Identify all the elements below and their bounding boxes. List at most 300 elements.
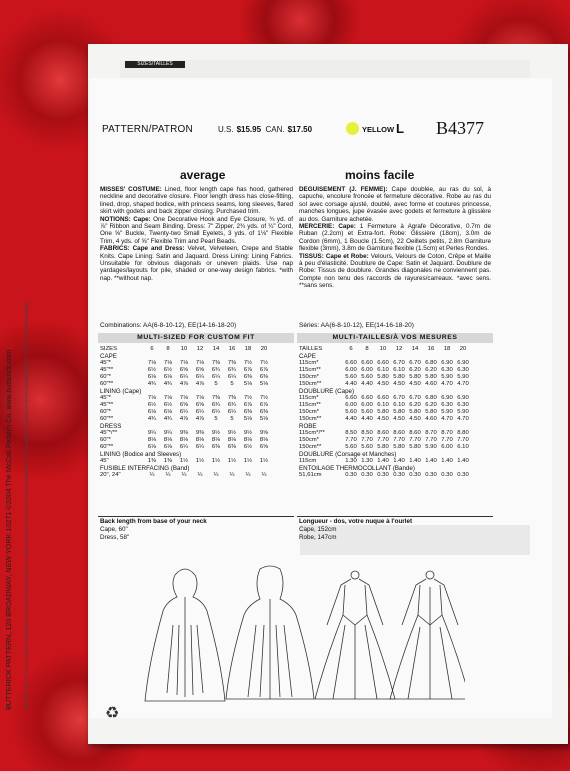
- fr-cell: 0.30: [441, 472, 453, 478]
- en-cell: 7⅜: [211, 395, 221, 401]
- copyright-sidebar: [24, 150, 36, 710]
- fr-cell: 6.20: [409, 402, 421, 408]
- fr-cell: 4.50: [393, 381, 405, 387]
- en-cell: 4⅞: [179, 381, 189, 387]
- fr-cell: 5.80: [393, 444, 405, 450]
- en-cell: 9⅝: [259, 430, 269, 436]
- fr-row-label: 150cm**: [299, 444, 322, 450]
- en-cell: 1½: [227, 458, 237, 464]
- en-row-label: 60"**: [100, 381, 114, 387]
- english-level: average: [180, 168, 226, 182]
- fr-row-label: ENTOILAGE THERMOCOLLANT (Bande): [299, 465, 415, 472]
- en-fabrics-bold: FABRICS: Cape and Dress:: [100, 245, 185, 253]
- fr-row-label: CAPE: [299, 353, 316, 360]
- en-table-row: [100, 430, 272, 437]
- en-cell: 6¼: [179, 444, 189, 450]
- en-cell: 6½: [243, 444, 253, 450]
- fr-cell: 6.90: [441, 395, 453, 401]
- fr-cell: 6.80: [425, 395, 437, 401]
- fr-cell: 8.60: [377, 430, 389, 436]
- fr-cell: 4.50: [377, 381, 389, 387]
- en-intro: Lined, floor length cape has hood, gathered neckline and decorative closure. Floor length dress has close-fitting, lined, drop, shaped bodice, with princess seams, long sleeves, flared skirt with godets and back zipper closing. Purchased trim.: [100, 186, 293, 216]
- en-cell: 6¼: [195, 374, 205, 380]
- yellow-size-dot-icon: [346, 122, 359, 135]
- en-section-row: [100, 451, 272, 458]
- en-cell: 1½: [179, 458, 189, 464]
- en-size-16: 16: [228, 346, 236, 352]
- en-row-label: 45"**: [100, 367, 114, 373]
- en-cell: 7⅜: [227, 395, 237, 401]
- fr-cell: 0.30: [361, 472, 373, 478]
- price-can: $17.50: [287, 125, 313, 134]
- size-color: YELLOW: [362, 125, 395, 134]
- dress-back-drawing: [390, 571, 465, 699]
- fr-row-label: DOUBLURE (Cape): [299, 388, 355, 395]
- french-level: moins facile: [345, 168, 415, 182]
- en-size-12: 12: [196, 346, 204, 352]
- en-cell: 7⅛: [147, 360, 157, 366]
- fr-cell: 6.30: [441, 367, 453, 373]
- en-cell: 5: [214, 381, 218, 387]
- en-cell: 5: [214, 416, 218, 422]
- fr-cell: 6.00: [345, 402, 357, 408]
- en-size-8: 8: [166, 346, 170, 352]
- en-cell: 8⅛: [227, 437, 237, 443]
- fr-table-row: [299, 402, 471, 409]
- fr-cell: 1.40: [425, 458, 437, 464]
- en-cell: 6⅛: [163, 444, 173, 450]
- en-cell: 5⅛: [259, 416, 269, 422]
- en-cell: 8⅛: [163, 437, 173, 443]
- pattern-number: B4377: [436, 118, 485, 138]
- en-cell: 6⅝: [259, 444, 269, 450]
- fr-cell: 6.90: [457, 360, 469, 366]
- fr-cell: 7.70: [377, 437, 389, 443]
- publisher-sidebar: [4, 150, 22, 710]
- fr-cell: 0.30: [393, 472, 405, 478]
- fr-table-row: [299, 395, 471, 402]
- fr-table-row: [299, 444, 471, 451]
- en-cell: 9¼: [147, 430, 157, 436]
- en-cell: 6⅛: [163, 374, 173, 380]
- en-row-label: 45"*: [100, 395, 111, 401]
- fr-cell: 1.40: [377, 458, 389, 464]
- fr-size-8: 8: [365, 346, 369, 352]
- english-divider: [98, 516, 294, 517]
- dress-front-drawing: [315, 571, 395, 699]
- en-cell: 9½: [243, 430, 253, 436]
- fr-size-6: 6: [349, 346, 353, 352]
- fr-back-length-cape: Cape, 152cm: [299, 526, 337, 533]
- french-divider: [297, 516, 493, 517]
- fr-cell: 7.70: [393, 437, 405, 443]
- fr-row-label: DOUBLURE (Corsage et Manches): [299, 451, 397, 458]
- en-cell: 6¾: [211, 402, 221, 408]
- en-cell: 6¾: [227, 402, 237, 408]
- cape-back-drawing: [226, 566, 314, 699]
- fr-intro: Cape doublée, au ras du sol, à capuche, encolure froncée et fermeture décorative. Robe au ras du sol avec corsage ajusté, doublé, avec forme et coutures princesse, manches longues, jupe évasée avec godets et fermeture à glissière au dos. Garniture achetée.: [299, 186, 491, 223]
- en-cell: 7⅛: [195, 360, 205, 366]
- fr-cell: 4.40: [345, 381, 357, 387]
- en-cell: ¼: [229, 472, 235, 478]
- en-cell: 7½: [259, 395, 269, 401]
- en-cell: 6¼: [179, 409, 189, 415]
- fr-cell: 6.60: [361, 395, 373, 401]
- en-cell: 7⅛: [163, 360, 173, 366]
- fr-cell: 6.10: [457, 444, 469, 450]
- size-letter: L: [396, 121, 404, 136]
- fr-row-label: 115cm*: [299, 395, 319, 401]
- en-cell: ¼: [245, 472, 251, 478]
- fr-cell: 4.50: [409, 381, 421, 387]
- en-cell: 6⅜: [227, 444, 237, 450]
- en-sizes-label: SIZES: [100, 346, 118, 352]
- fr-section-row: [299, 423, 471, 430]
- fr-cell: 4.60: [425, 416, 437, 422]
- en-row-label: 45": [100, 458, 109, 464]
- fr-table-row: [299, 458, 471, 465]
- fr-row-label: 115cm*: [299, 360, 319, 366]
- fr-cell: 0.30: [345, 472, 357, 478]
- en-back-length-dress: Dress, 58": [100, 534, 130, 541]
- fr-cell: 5.80: [409, 444, 421, 450]
- en-section-row: [100, 423, 272, 430]
- en-cell: 5⅛: [243, 416, 253, 422]
- fr-cell: 8.70: [425, 430, 437, 436]
- en-cell: 8⅛: [195, 437, 205, 443]
- fr-cell: 4.50: [393, 416, 405, 422]
- fr-cell: 6.20: [409, 367, 421, 373]
- en-table-row: [100, 381, 272, 388]
- fr-section-row: [299, 353, 471, 360]
- en-back-length-title: Back length from base of your neck: [100, 518, 207, 525]
- fr-cell: 6.20: [425, 402, 437, 408]
- en-cell: 5⅛: [243, 381, 253, 387]
- fr-cell: 5.90: [425, 444, 437, 450]
- en-section-row: [100, 353, 272, 360]
- en-row-label: 45"*: [100, 360, 111, 366]
- en-cell: 6½: [147, 402, 157, 408]
- en-cell: 9¼: [163, 430, 173, 436]
- fr-cell: 7.70: [361, 437, 373, 443]
- en-cell: 6¼: [195, 409, 205, 415]
- en-cell: 6⅝: [179, 402, 189, 408]
- fr-cell: 5.80: [393, 374, 405, 380]
- fr-cell: 5.80: [409, 409, 421, 415]
- en-row-label: 60"*: [100, 374, 111, 380]
- french-back-length: [299, 518, 412, 542]
- fr-cell: 6.00: [361, 402, 373, 408]
- en-cell: 6¼: [211, 409, 221, 415]
- fr-cell: 6.30: [457, 367, 469, 373]
- en-cell: ¼: [165, 472, 171, 478]
- en-cell: 6⅝: [179, 367, 189, 373]
- en-cell: 8⅛: [179, 437, 189, 443]
- en-cell: ¼: [213, 472, 219, 478]
- fr-cell: 6.60: [361, 360, 373, 366]
- fr-row-label: 115cm: [299, 458, 317, 464]
- en-row-label: 45"*/**: [100, 430, 118, 436]
- en-cell: 1⅜: [147, 458, 157, 464]
- cape-front-drawing: [145, 569, 225, 701]
- en-table-row: [100, 437, 272, 444]
- en-table-row: [100, 395, 272, 402]
- en-cell: 7½: [243, 360, 253, 366]
- en-cell: 8⅛: [243, 437, 253, 443]
- english-yardage-table: [100, 346, 272, 479]
- fr-cell: 6.30: [441, 402, 453, 408]
- fr-cell: 5.80: [409, 374, 421, 380]
- fr-cell: 1.30: [361, 458, 373, 464]
- en-cell: 6¼: [211, 374, 221, 380]
- en-row-label: 60"*: [100, 437, 111, 443]
- en-table-row: [100, 409, 272, 416]
- en-cell: 7½: [243, 395, 253, 401]
- en-cell: 7⅜: [227, 360, 237, 366]
- fr-cell: 1.30: [345, 458, 357, 464]
- en-cell: 7⅜: [211, 360, 221, 366]
- fr-row-label: 150cm*: [299, 374, 319, 380]
- en-cell: 6⅞: [243, 367, 253, 373]
- en-row-label: FUSIBLE INTERFACING (Band): [100, 465, 190, 472]
- fr-cell: 5.60: [361, 444, 373, 450]
- copyright-text: PRINTED IN U.S.A. ALL RIGHTS RESERVED. SOLD FOR INDIVIDUAL HOME USE ONLY AND NOT FOR COMMERCIAL OR MANUFACTURING PURPOSES/RESERVE A UN USAGE PERSONNEL: [24, 300, 29, 710]
- fr-cell: 6.10: [393, 402, 405, 408]
- french-combinations: Séries: AA(6-8-10-12), EE(14-16-18-20): [299, 322, 414, 329]
- price-us-label: U.S.: [218, 125, 234, 134]
- en-cell: 7⅛: [147, 395, 157, 401]
- publisher-text: BUTTERICK PATTERN, 120 BROADWAY, NEW YORK 10271 ©2004 The McCall Pattern Co. www.butterick.com: [4, 349, 13, 710]
- en-cell: 1½: [211, 458, 221, 464]
- en-table-row: [100, 444, 272, 451]
- fr-table-row: [299, 367, 471, 374]
- en-table-row: [100, 402, 272, 409]
- fr-cell: 5.60: [345, 374, 357, 380]
- fr-fabrics-bold: TISSUS: Cape et Robe:: [299, 252, 369, 260]
- fr-cell: 6.60: [345, 360, 357, 366]
- fr-back-length-dress: Robe, 147cm: [299, 534, 337, 541]
- fr-table-row: [299, 381, 471, 388]
- fr-cell: 4.70: [457, 381, 469, 387]
- en-cell: 6½: [163, 402, 173, 408]
- recycle-icon: ♻: [105, 705, 120, 722]
- en-table-row: [100, 367, 272, 374]
- en-cell: 5: [230, 381, 234, 387]
- en-cell: 6¼: [227, 409, 237, 415]
- fr-cell: 5.80: [377, 409, 389, 415]
- en-row-label: LINING (Bodice and Sleeves): [100, 451, 182, 458]
- en-cell: 4⅞: [195, 381, 205, 387]
- en-row-label: CAPE: [100, 353, 117, 360]
- fr-cell: 5.60: [361, 374, 373, 380]
- english-combinations: Combinations: AA(6-8-10-12), EE(14-16-18-20): [100, 322, 237, 329]
- fr-row-label: 115cm**: [299, 402, 321, 408]
- english-table-title: MULTI-SIZED FOR CUSTOM FIT: [98, 333, 294, 343]
- fr-row-label: ROBE: [299, 423, 317, 430]
- en-table-row: [100, 374, 272, 381]
- fr-cell: 4.50: [377, 416, 389, 422]
- fr-cell: 4.50: [409, 416, 421, 422]
- en-cell: 6⅛: [163, 409, 173, 415]
- en-cell: 6¼: [195, 444, 205, 450]
- en-notions-bold: NOTIONS: Cape:: [100, 215, 151, 223]
- en-row-label: DRESS: [100, 423, 122, 430]
- en-cell: 9½: [227, 430, 237, 436]
- fr-table-row: [299, 416, 471, 423]
- fr-row-label: 150cm*: [299, 437, 319, 443]
- fr-cell: 6.60: [377, 395, 389, 401]
- en-cell: ¼: [197, 472, 203, 478]
- fr-cell: 0.30: [457, 472, 469, 478]
- fr-cell: 7.70: [425, 437, 437, 443]
- fr-cell: 8.60: [409, 430, 421, 436]
- fr-cell: 5.80: [425, 374, 437, 380]
- en-cell: 6½: [163, 367, 173, 373]
- fr-cell: 1.40: [441, 458, 453, 464]
- price-can-label: CAN.: [265, 125, 285, 134]
- fr-cell: 6.00: [441, 444, 453, 450]
- en-cell: 4⅞: [195, 416, 205, 422]
- en-cell: 4¾: [147, 381, 157, 387]
- en-table-row: [100, 458, 272, 465]
- en-row-label: 60"*: [100, 409, 111, 415]
- fr-cell: 5.90: [457, 374, 469, 380]
- fr-notions-bold: MERCERIE: Cape:: [299, 223, 356, 231]
- english-description: [100, 186, 293, 282]
- fr-row-label: 115cm*/**: [299, 430, 325, 436]
- en-size-6: 6: [150, 346, 154, 352]
- fr-cell: 4.70: [441, 416, 453, 422]
- en-cell: 6⅞: [243, 402, 253, 408]
- fr-cell: 5.80: [425, 409, 437, 415]
- fr-size-16: 16: [427, 346, 435, 352]
- fr-row-label: 150cm*: [299, 409, 319, 415]
- french-yardage-table: [299, 346, 471, 479]
- en-cell: 1½: [259, 458, 269, 464]
- en-cell: 4¾: [163, 416, 173, 422]
- fr-cell: 5.90: [441, 409, 453, 415]
- en-cell: 4¾: [163, 381, 173, 387]
- en-row-label: LINING (Cape): [100, 388, 142, 395]
- en-cell: ¼: [149, 472, 155, 478]
- fr-table-row: [299, 409, 471, 416]
- en-cell: 6⅜: [211, 444, 221, 450]
- en-cell: 7⅛: [195, 395, 205, 401]
- en-cell: 6⅛: [147, 444, 157, 450]
- envelope-header: [100, 120, 540, 150]
- fr-section-row: [299, 451, 471, 458]
- fr-cell: 4.70: [457, 416, 469, 422]
- en-cell: 7⅛: [179, 395, 189, 401]
- fr-cell: 6.90: [441, 360, 453, 366]
- fr-cell: 6.70: [409, 360, 421, 366]
- en-cell: 6⅞: [259, 402, 269, 408]
- en-cell: 4⅞: [179, 416, 189, 422]
- fr-cell: 4.40: [361, 381, 373, 387]
- fr-cell: 8.70: [441, 430, 453, 436]
- en-cell: 6¼: [227, 374, 237, 380]
- fr-cell: 8.80: [457, 430, 469, 436]
- fr-cell: 6.10: [377, 367, 389, 373]
- fr-cell: 4.40: [345, 416, 357, 422]
- fr-table-row: [299, 472, 471, 479]
- fr-cell: 6.60: [377, 360, 389, 366]
- fr-cell: 1.40: [457, 458, 469, 464]
- fr-cell: 6.30: [457, 402, 469, 408]
- en-row-label: 20", 24": [100, 472, 121, 478]
- fr-cell: 6.80: [425, 360, 437, 366]
- en-cell: 6¾: [211, 367, 221, 373]
- en-cell: 5⅛: [259, 381, 269, 387]
- fr-cell: 8.50: [345, 430, 357, 436]
- fr-cell: 6.00: [361, 367, 373, 373]
- en-cell: 7⅛: [163, 395, 173, 401]
- fr-row-label: 150cm**: [299, 381, 322, 387]
- en-cell: 8⅛: [211, 437, 221, 443]
- en-size-header-row: [100, 346, 272, 353]
- en-cell: 6⅝: [195, 402, 205, 408]
- en-cell: 4¾: [147, 416, 157, 422]
- english-back-length: [100, 518, 207, 542]
- fr-cell: 7.70: [441, 437, 453, 443]
- price-us: $15.95: [236, 125, 262, 134]
- fr-sizes-label: TAILLES: [299, 346, 323, 352]
- en-cell: 6⅛: [147, 374, 157, 380]
- fr-cell: 7.70: [457, 437, 469, 443]
- fr-cell: 4.40: [361, 416, 373, 422]
- fr-table-row: [299, 430, 471, 437]
- sizes-tab: SIZES/TAILLES: [125, 61, 185, 68]
- en-cell: 6⅜: [259, 374, 269, 380]
- en-size-14: 14: [212, 346, 220, 352]
- en-cell: 6⅞: [259, 367, 269, 373]
- fr-row-label: 51,61cm: [299, 472, 322, 478]
- en-cell: 8⅛: [259, 437, 269, 443]
- en-cell: 1½: [243, 458, 253, 464]
- pattern-label: PATTERN/PATRON: [102, 124, 193, 135]
- fr-row-label: 150cm**: [299, 416, 322, 422]
- en-cell: 1½: [195, 458, 205, 464]
- en-cell: 6¾: [227, 367, 237, 373]
- fr-cell: 5.60: [345, 409, 357, 415]
- fr-cell: 8.50: [361, 430, 373, 436]
- garment-line-drawings: [135, 565, 465, 705]
- en-cell: 6⅜: [259, 409, 269, 415]
- fr-cell: 0.30: [409, 472, 421, 478]
- fr-cell: 5.60: [345, 444, 357, 450]
- fr-cell: 6.10: [377, 402, 389, 408]
- fr-section-row: [299, 465, 471, 472]
- en-size-18: 18: [244, 346, 252, 352]
- fr-cell: 1.40: [393, 458, 405, 464]
- fr-cell: 0.30: [425, 472, 437, 478]
- en-cell: 6¼: [179, 374, 189, 380]
- fr-cell: 6.20: [425, 367, 437, 373]
- fr-cell: 5.80: [377, 444, 389, 450]
- en-fabrics: Velvet, Velveteen, Crepe and Stable Knits. Cape Lining: Satin and Jaquard. Dress Lining: Lining Fabrics. Unsuitable for obvious diagonals or uneven plaids. Use nap yardages/layouts for pile, shaded or one-way design fabrics. *with nap. **without nap.: [100, 245, 293, 282]
- fr-section-row: [299, 388, 471, 395]
- en-cell: 7⅛: [179, 360, 189, 366]
- fr-size-14: 14: [411, 346, 419, 352]
- en-section-row: [100, 388, 272, 395]
- fr-cell: 5.80: [393, 409, 405, 415]
- fr-notions: 1 Fermeture à Agrafe Décorative, 0.7m de Ruban (2.2cm) et Extra-fort. Robe: Glissière (18cm), 3.0m de Cordon (6mm), 1 Boucle (1.5cm), 22 Oeillets petits, 2.8m Garniture flexible (3mm), 3.8m de Garniture flexible (1.5cm) et Perles Rondes.: [299, 223, 491, 253]
- fr-cell: 7.70: [345, 437, 357, 443]
- fr-cell: 4.60: [425, 381, 437, 387]
- fr-cell: 6.60: [345, 395, 357, 401]
- fr-cell: 7.70: [409, 437, 421, 443]
- en-cell: 5: [230, 416, 234, 422]
